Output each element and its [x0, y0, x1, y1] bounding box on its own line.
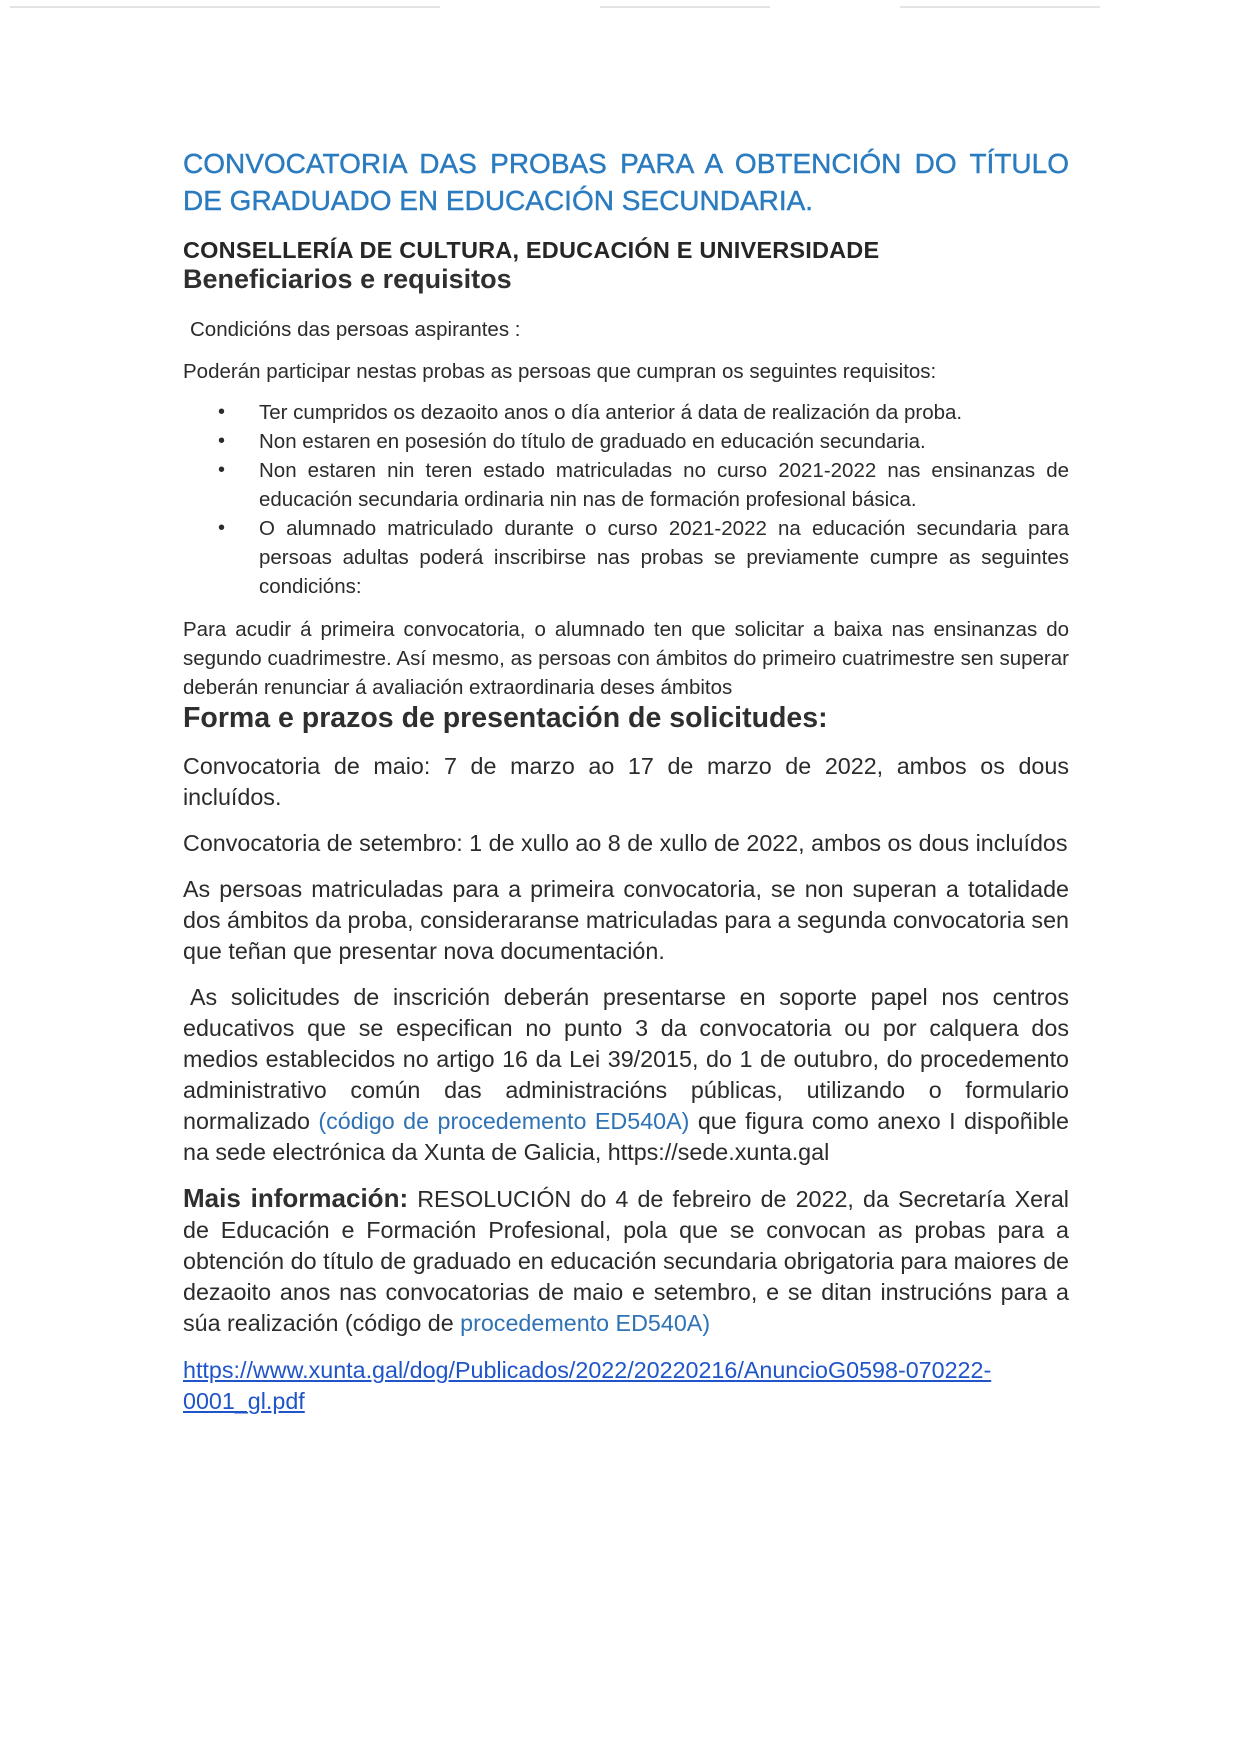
requirement-item: • Ter cumpridos os dezaoito anos o día anterior á data de realización da proba. — [259, 398, 1069, 427]
requirement-item: • Non estaren en posesión do título de graduado en educación secundaria. — [259, 427, 1069, 456]
requirement-item: • Non estaren nin teren estado matriculadas no curso 2021-2022 nas ensinanzas de educación secundaria ordinaria nin nas de formación profesional básica. — [259, 456, 1069, 514]
applications-text-end: que figura como anexo I dispoñible na sede electrónica da Xunta de Galicia, https://sede.xunta.gal — [183, 1108, 1069, 1165]
resolution-link-paragraph — [183, 1355, 1069, 1417]
matriculated-persons-paragraph: As persoas matriculadas para a primeira convocatoria, se non superan a totalidade dos ámbitos da proba, consideraranse matriculadas para a segunda convocatoria sen que teñan que presentar nova documentación. — [183, 876, 1069, 964]
section-heading-forma: Forma e prazos de presentación de solicitudes: — [183, 702, 828, 734]
applications-text: As solicitudes de inscrición deberán presentarse en soporte papel nos centros educativos que se especifican no punto 3 da convocatoria ou por calquera dos medios establecidos no artigo 16 da Lei 39/2015, do 1 de outubro, do procedemento administrativo común das administracións públicas, utilizando o formulario normalizado — [183, 984, 1069, 1134]
requirement-item: • O alumnado matriculado durante o curso 2021-2022 na educación secundaria para persoas adultas poderá inscribirse nas probas se previamente cumpre as seguintes condicións: — [259, 514, 1069, 601]
applications-paragraph — [183, 982, 1069, 1168]
first-call-paragraph: Para acudir á primeira convocatoria, o alumnado ten que solicitar a baixa nas ensinanzas do segundo cuadrimestre. Así mesmo, as persoas con ámbitos do primeiro cuatrimestre sen superar deberán renunciar á avaliación extraordinaria deses ámbitos — [183, 618, 1069, 699]
conditions-label: Condicións das persoas aspirantes : — [190, 318, 521, 341]
more-info-procedure-code: procedemento ED540A) — [460, 1310, 711, 1336]
requirements-intro: Poderán participar nestas probas as persoas que cumpran os seguintes requisitos: — [183, 360, 937, 383]
procedure-code: (código de procedemento ED540A) — [318, 1108, 690, 1134]
section-heading-beneficiarios: Beneficiarios e requisitos — [183, 264, 512, 294]
convocatoria-maio: Convocatoria de maio: 7 de marzo ao 17 de marzo de 2022, ambos os dous incluídos. — [183, 753, 1069, 810]
scan-artifact-line — [10, 6, 440, 8]
document-page — [183, 145, 1069, 1417]
document-title: CONVOCATORIA DAS PROBAS PARA A OBTENCIÓN DO TÍTULO DE GRADUADO EN EDUCACIÓN SECUNDARIA. — [183, 148, 1069, 216]
requirements-list — [183, 398, 1069, 601]
more-info-paragraph — [183, 1183, 1069, 1339]
scan-artifact-line — [900, 6, 1100, 8]
resolution-link[interactable]: https://www.xunta.gal/dog/Publicados/2022/20220216/AnuncioG0598-070222-0001_gl.pdf — [183, 1357, 992, 1414]
convocatoria-setembro: Convocatoria de setembro: 1 de xullo ao 8 de xullo de 2022, ambos os dous incluídos — [183, 830, 1068, 856]
more-info-text: RESOLUCIÓN do 4 de febreiro de 2022, da Secretaría Xeral de Educación e Formación Profesional, pola que se convocan as probas para a obtención do título de graduado en educación secundaria obrigatoria para maiores de dezaoito anos nas convocatorias de maio e setembro, e se ditan instrucións para a súa realización (código de — [183, 1186, 1069, 1336]
more-info-label: Mais información: — [183, 1183, 409, 1213]
scan-artifact-line — [600, 6, 770, 8]
department-name: CONSELLERÍA DE CULTURA, EDUCACIÓN E UNIVERSIDADE — [183, 237, 880, 263]
